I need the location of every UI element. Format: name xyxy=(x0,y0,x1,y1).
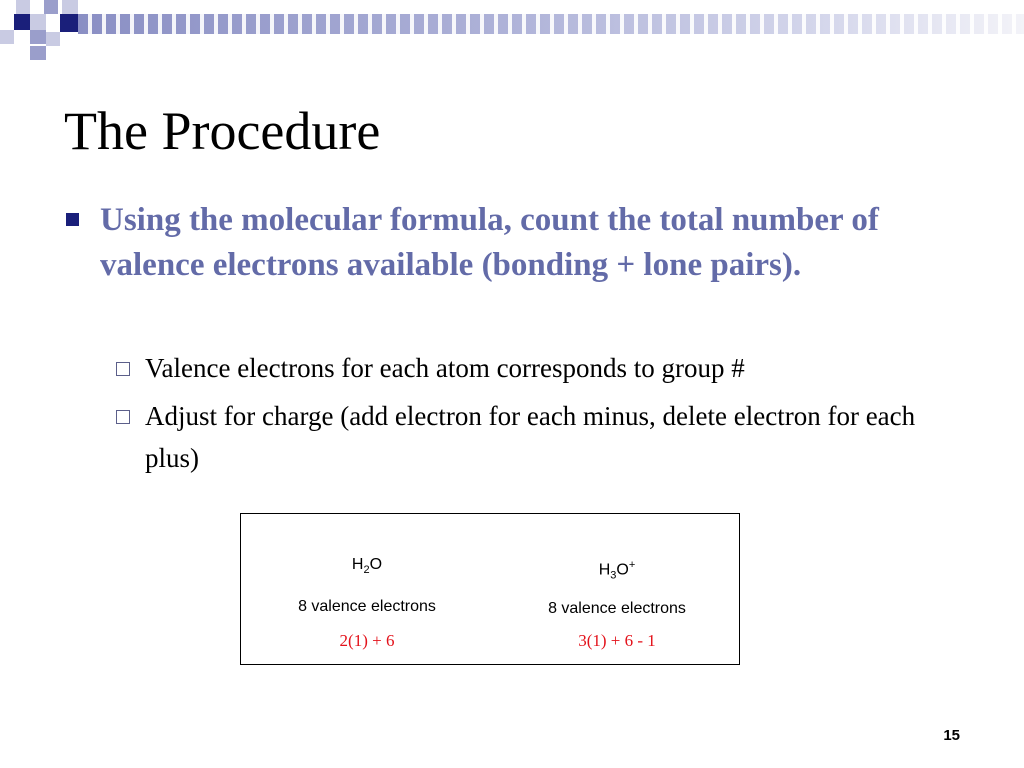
bullet-square-icon xyxy=(66,213,79,226)
sub-bullet-group-number: Valence electrons for each atom corresponds to group # xyxy=(145,353,745,383)
sub-bullet-charge-adjust: Adjust for charge (add electron for each minus, delete electron for each plus) xyxy=(145,401,916,473)
molecule-element: H xyxy=(598,561,611,579)
molecule-subscript: 2 xyxy=(363,564,370,577)
slide-title: The Procedure xyxy=(64,101,381,161)
molecule-charge: + xyxy=(628,559,636,571)
main-bullet-text: Using the molecular formula, count the total number of valence electrons available (bonding + lone pairs). xyxy=(100,202,879,283)
header-decoration xyxy=(0,0,1024,60)
molecule-element: H xyxy=(351,556,364,573)
example-box xyxy=(240,513,740,665)
sub-bullet-box-icon xyxy=(116,410,130,424)
molecule-subscript: 3 xyxy=(610,569,617,582)
sub-bullet-box-icon xyxy=(116,362,130,376)
electron-calculation: 3(1) + 6 - 1 xyxy=(578,631,656,650)
checker-pattern-icon xyxy=(0,0,80,64)
molecule-formula-h2o xyxy=(247,554,487,581)
electron-count: 8 valence electrons xyxy=(548,600,686,617)
molecule-element: O xyxy=(616,561,629,579)
page-number: 15 xyxy=(943,727,960,744)
molecule-formula-h3o xyxy=(497,554,737,587)
header-stripe-bar xyxy=(78,14,1024,34)
electron-calculation: 2(1) + 6 xyxy=(339,631,395,650)
molecule-element: O xyxy=(369,556,383,573)
electron-count: 8 valence electrons xyxy=(298,598,436,615)
